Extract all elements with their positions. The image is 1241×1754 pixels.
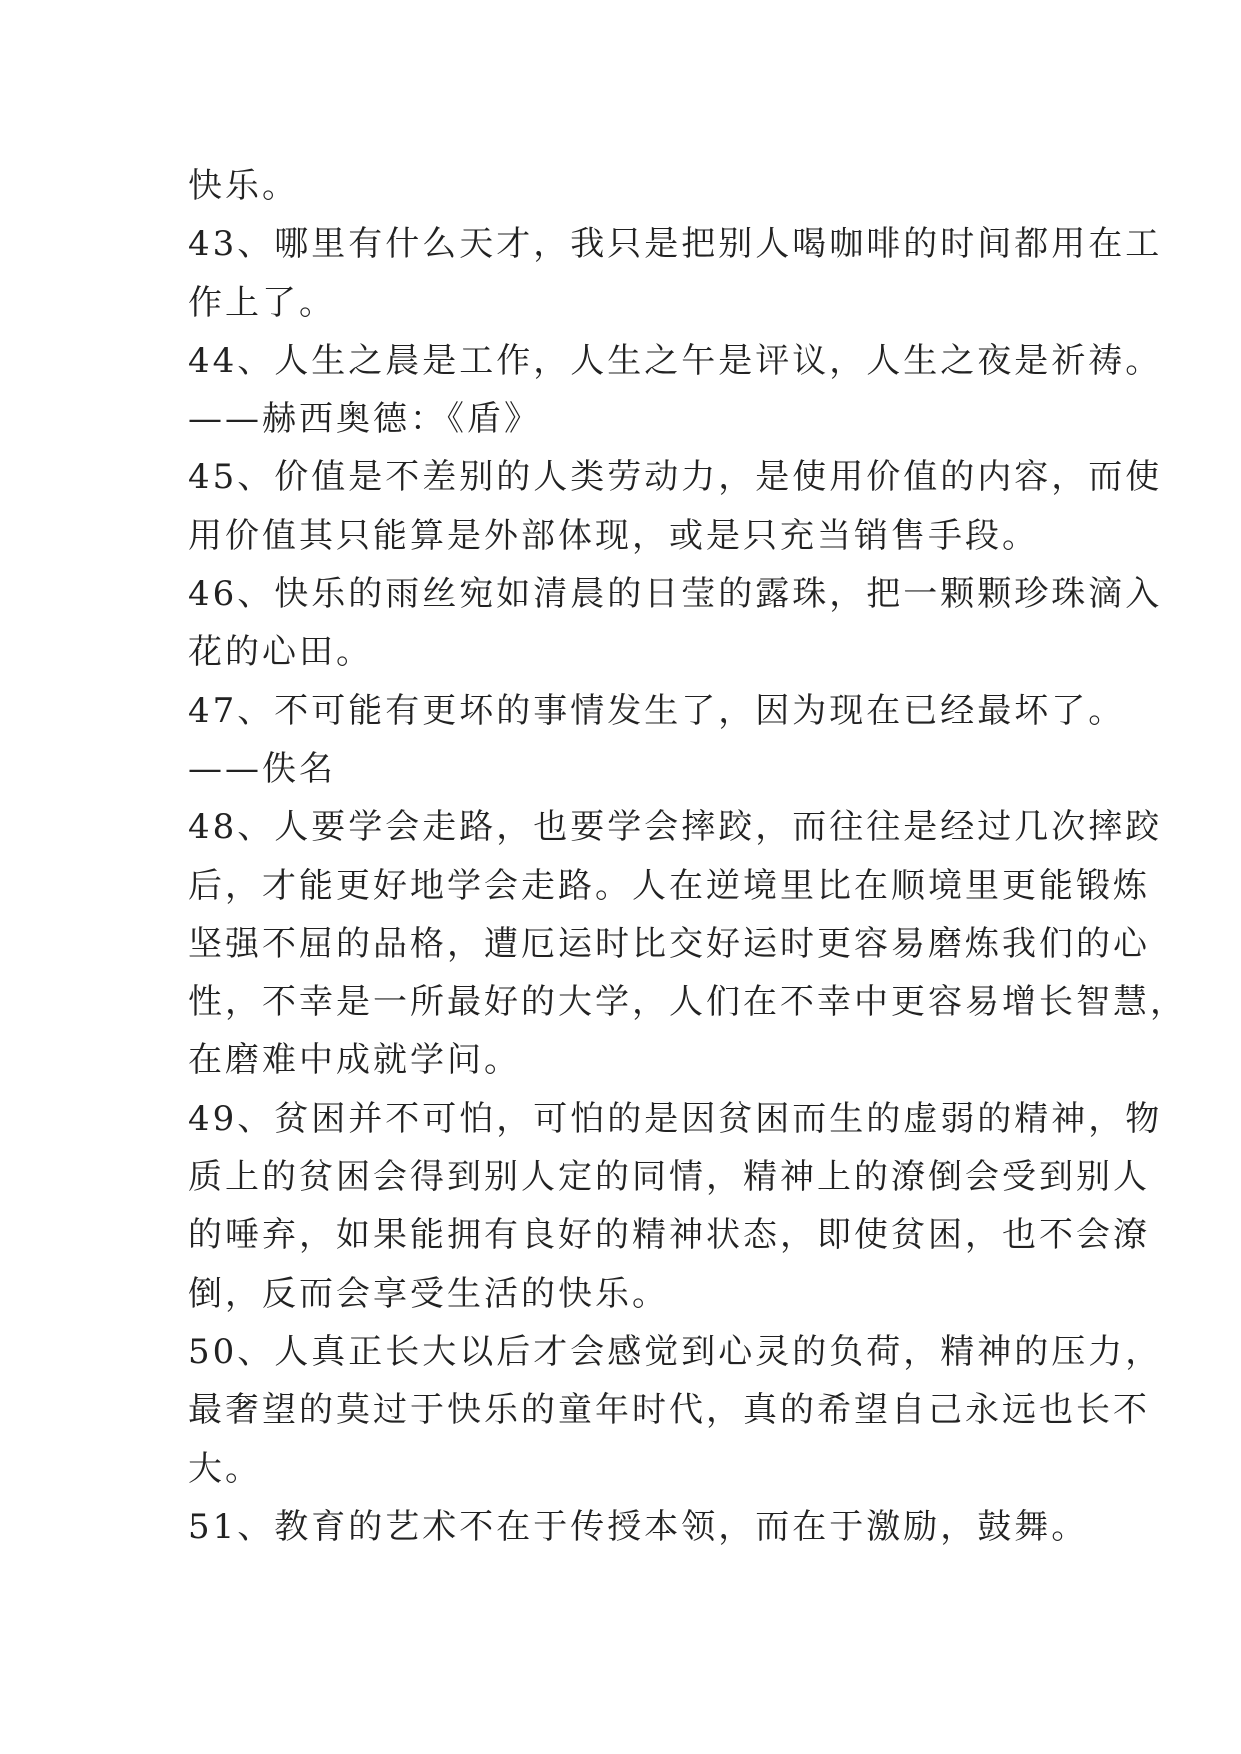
document-body xyxy=(188,157,1187,1556)
quote-43-line-1: 43、哪里有什么天才，我只是把别人喝咖啡的时间都用在工 xyxy=(188,224,1163,265)
quote-46-line-1: 46、快乐的雨丝宛如清晨的日莹的露珠，把一颗颗珍珠滴入 xyxy=(188,574,1163,615)
quote-43-line-2: 作上了。 xyxy=(188,282,336,323)
quote-48-line-3: 坚强不屈的品格，遭厄运时比交好运时更容易磨炼我们的心 xyxy=(188,923,1150,964)
quote-49-line-2: 质上的贫困会得到别人定的同情，精神上的潦倒会受到别人 xyxy=(188,1157,1150,1198)
quote-47-attribution: ——佚名 xyxy=(188,748,336,789)
quote-50-line-2: 最奢望的莫过于快乐的童年时代，真的希望自己永远也长不 xyxy=(188,1390,1150,1431)
quote-49-line-4: 倒，反而会享受生活的快乐。 xyxy=(188,1273,669,1314)
quote-48-line-4: 性，不幸是一所最好的大学，人们在不幸中更容易增长智慧， xyxy=(188,982,1187,1023)
quote-46-line-2: 花的心田。 xyxy=(188,632,373,673)
quote-49-line-3: 的唾弃，如果能拥有良好的精神状态，即使贫困，也不会潦 xyxy=(188,1215,1150,1256)
quote-50-line-1: 50、人真正长大以后才会感觉到心灵的负荷，精神的压力， xyxy=(188,1331,1163,1372)
quote-51-line-1: 51、教育的艺术不在于传授本领，而在于激励，鼓舞。 xyxy=(188,1506,1089,1547)
quote-48-line-2: 后，才能更好地学会走路。人在逆境里比在顺境里更能锻炼 xyxy=(188,865,1150,906)
quote-45-line-2: 用价值其只能算是外部体现，或是只充当销售手段。 xyxy=(188,515,1039,556)
quote-45-line-1: 45、价值是不差别的人类劳动力，是使用价值的内容，而使 xyxy=(188,457,1163,498)
quote-44-attribution: ——赫西奥德：《盾》 xyxy=(188,399,541,440)
quote-47-line-1: 47、不可能有更坏的事情发生了，因为现在已经最坏了。 xyxy=(188,690,1126,731)
quote-49-line-1: 49、贫困并不可怕，可怕的是因贫困而生的虚弱的精神，物 xyxy=(188,1098,1163,1139)
quote-50-line-3: 大。 xyxy=(188,1448,262,1489)
quote-48-line-1: 48、人要学会走路，也要学会摔跤，而往往是经过几次摔跤 xyxy=(188,807,1163,848)
text-line: 快乐。 xyxy=(188,166,299,206)
quote-48-line-5: 在磨难中成就学问。 xyxy=(188,1040,521,1081)
quote-44-line-1: 44、人生之晨是工作，人生之午是评议，人生之夜是祈祷。 xyxy=(188,340,1163,381)
